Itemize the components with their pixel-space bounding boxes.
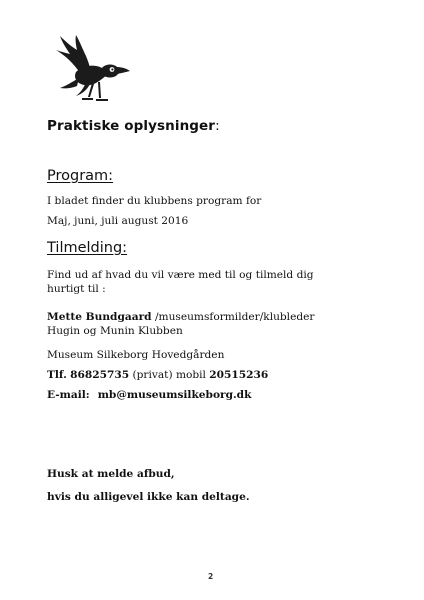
reminder-line1: Husk at melde afbud,: [47, 468, 175, 480]
phone-label: Tlf.: [47, 369, 67, 381]
program-heading: Program:: [47, 168, 114, 184]
raven-logo: [46, 26, 132, 112]
tilmelding-intro-text: Find ud af hvad du vil være med til og tilmeld dig hurtigt til :: [47, 269, 314, 295]
phone-private: 86825735: [70, 369, 130, 381]
contact-person: [47, 310, 347, 338]
email-line: [47, 388, 251, 402]
raven-icon: [46, 26, 132, 112]
program-text-line2: Maj, juni, juli august 2016: [47, 215, 189, 227]
page-heading-colon: :: [215, 118, 220, 134]
tilmelding-heading: Tilmelding:: [47, 240, 128, 256]
phone-mobile: 20515236: [209, 369, 269, 381]
phone-line: [47, 368, 268, 382]
program-text-line1: I bladet finder du klubbens program for: [47, 195, 262, 207]
phone-private-note: (privat) mobil: [132, 369, 206, 381]
contact-role: /museumsformilder/klubleder Hugin og Munin Klubben: [47, 311, 315, 337]
email-address: mb@museumsilkeborg.dk: [97, 389, 252, 401]
museum-name: Museum Silkeborg Hovedgården: [47, 349, 225, 361]
reminder-line2: hvis du alligevel ikke kan deltage.: [47, 491, 250, 503]
page-heading-text: Praktiske oplysninger: [47, 118, 216, 134]
page-number: 2: [208, 572, 214, 581]
email-label: E-mail:: [47, 389, 90, 401]
contact-name: Mette Bundgaard: [47, 311, 152, 323]
page-heading: [47, 118, 220, 134]
